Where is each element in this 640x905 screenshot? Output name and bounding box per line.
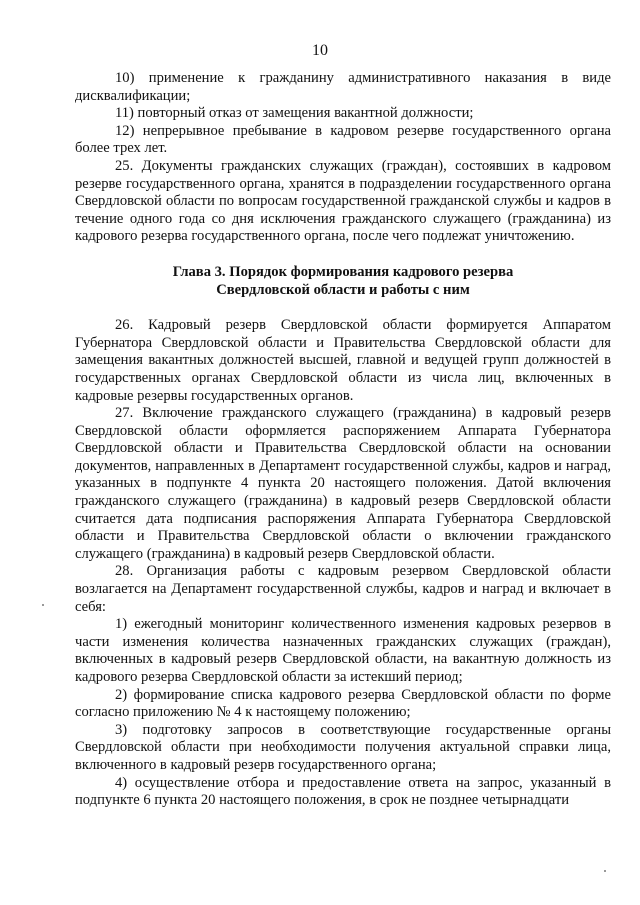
scan-mark: [604, 870, 606, 872]
chapter-heading-line-2: Свердловской области и работы с ним: [216, 281, 470, 298]
paragraph-item-10: 10) применение к гражданину административного наказания в виде дисквалификации;: [75, 70, 611, 104]
paragraph-26: 26. Кадровый резерв Свердловской области формируется Аппаратом Губернатора Свердловской области и Правительства Свердловской области для замещения вакантных должностей высшей, главной и ведущей групп должностей в государственных органах Свердловской области из числа лиц, включенных в кадровые резервы государственных органов.: [75, 317, 611, 404]
page-number: 10: [312, 42, 328, 59]
paragraph-28-item-3: 3) подготовку запросов в соответствующие государственные органы Свердловской области при необходимости получения актуальной справки лица, включенного в кадровый резерв государственного органа;: [75, 721, 611, 773]
paragraph-28: 28. Организация работы с кадровым резервом Свердловской области возлагается на Департамент государственной службы, кадров и наград и включает в себя:: [75, 563, 611, 615]
scan-mark: [42, 604, 44, 606]
paragraph-28-item-2: 2) формирование списка кадрового резерва Свердловской области по форме согласно приложению № 4 к настоящему положению;: [75, 686, 611, 721]
paragraph-item-11: 11) повторный отказ от замещения вакантной должности;: [115, 105, 474, 122]
page-content: [75, 70, 611, 810]
paragraph-28-item-4: 4) осуществление отбора и предоставление ответа на запрос, указанный в подпункте 6 пункта 20 настоящего положения, в срок не позднее четырнадцати: [75, 774, 611, 809]
paragraph-27: 27. Включение гражданского служащего (гражданина) в кадровый резерв Свердловской области оформляется распоряжением Аппарата Губернатора Свердловской области и Правительства Свердловской области на основании документов, направленных в Департамент государственной службы, кадров и наград, указанных в подпункте 4 пункта 20 настоящего положения. Датой включения гражданского служащего (гражданина) в кадровый резерв Свердловской области считается дата подписания распоряжения Аппарата Губернатора Свердловской области и Правительства Свердловской области о включении гражданского служащего (гражданина) в кадровый резерв Свердловской области.: [75, 405, 611, 562]
paragraph-item-12: 12) непрерывное пребывание в кадровом резерве государственного органа более трех лет.: [75, 122, 611, 157]
chapter-heading-line-1: Глава 3. Порядок формирования кадрового резерва: [172, 263, 514, 280]
paragraph-25: 25. Документы гражданских служащих (граждан), состоявших в кадровом резерве государственного органа, хранятся в подразделении государственного органа Свердловской области по вопросам государственной гражданской службы и кадров в течение одного года со дня исключения гражданского служащего (гражданина) из кадрового резерва государственного органа, после чего подлежат уничтожению.: [75, 157, 611, 245]
chapter-heading: [75, 264, 611, 299]
paragraph-28-item-1: 1) ежегодный мониторинг количественного изменения кадровых резервов в части изменения количества назначенных гражданских служащих (граждан), включенных в кадровый резерв Свердловской области, на вакантную должность из кадрового резерва Свердловской области за истекший период;: [75, 616, 611, 685]
